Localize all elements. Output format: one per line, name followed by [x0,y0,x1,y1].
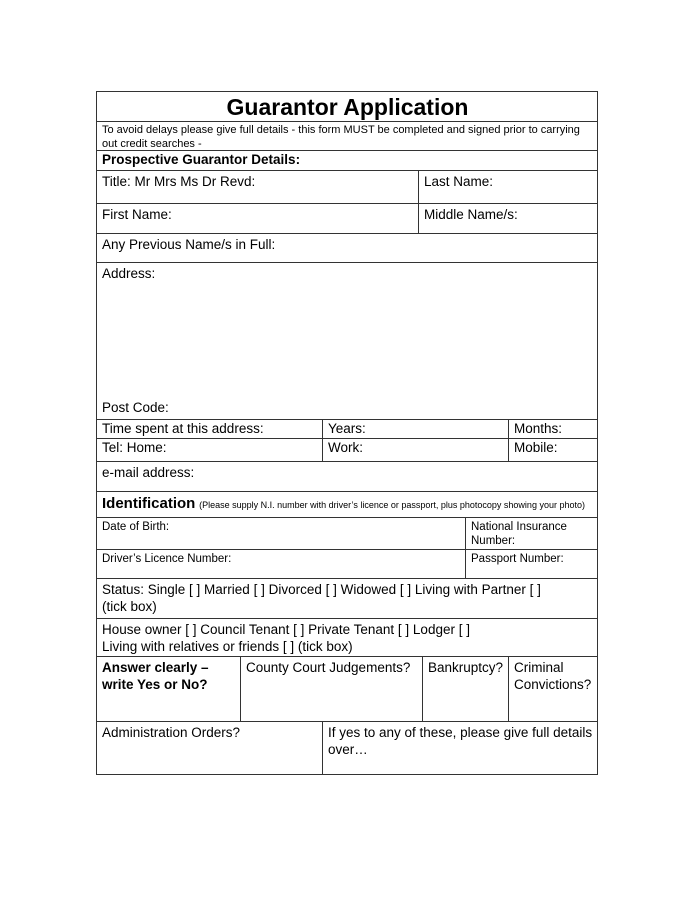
mobile-label: Mobile: [514,440,558,455]
ni-number-field-cell [466,518,597,549]
row-credit-questions [97,657,597,722]
housing-options-line1: House owner [ ] Council Tenant [ ] Private Tenant [ ] Lodger [ ] [102,622,470,637]
first-name-field-cell [97,204,419,233]
criminal-convictions-field-cell [509,657,597,721]
post-code-label: Post Code: [102,400,169,415]
first-name-label: First Name: [102,207,172,222]
row-telephone [97,439,597,462]
form-title-row [97,92,597,122]
last-name-label: Last Name: [424,174,494,189]
title-field-cell [97,171,419,203]
passport-number-field-cell [466,550,597,578]
row-admin-orders [97,722,597,774]
work-field-cell [323,439,509,461]
notice-row [97,122,597,151]
row-title-lastname [97,171,597,204]
identification-note: (Please supply N.I. number with driver’s licence or passport, plus photocopy showing your photo) [199,500,585,510]
status-options-line: Status: Single [ ] Married [ ] Divorced [ ] Widowed [ ] Living with Partner [ ] [102,582,541,597]
work-label: Work: [328,440,364,455]
drivers-licence-field-cell [97,550,466,578]
status-tickbox-note: (tick box) [102,599,157,614]
last-name-field-cell [419,171,597,203]
notice-text: To avoid delays please give full details - this form MUST be completed and signed prior to carrying out credit searches - [102,124,580,150]
row-licence-passport [97,550,597,579]
date-of-birth-field-cell [97,518,466,549]
previous-names-field-cell [97,234,597,262]
admin-orders-field-cell [97,722,323,774]
row-email [97,462,597,492]
months-label: Months: [514,421,563,436]
identification-header-cell [97,492,597,517]
page-title: Guarantor Application [226,94,469,120]
row-housing-status [97,619,597,657]
housing-field-cell [97,619,597,656]
row-time-spent [97,420,597,439]
email-field-cell [97,462,597,491]
previous-names-label: Any Previous Name/s in Full: [102,237,276,252]
answer-clearly-label: Answer clearly – write Yes or No? [102,660,209,692]
row-previous-names [97,234,597,263]
row-identification-header [97,492,597,518]
ccj-label: County Court Judgements? [246,660,411,675]
address-field-cell [97,263,597,419]
date-of-birth-label: Date of Birth: [102,521,170,533]
months-field-cell [509,420,597,438]
row-dob-ni [97,518,597,550]
identification-heading: Identification [102,495,196,512]
years-label: Years: [328,421,366,436]
row-marital-status [97,579,597,619]
title-field-label: Title: Mr Mrs Ms Dr Revd: [102,174,256,189]
section-header-row [97,151,597,171]
if-yes-note: If yes to any of these, please give full details over… [328,725,593,757]
email-label: e-mail address: [102,465,195,480]
guarantor-application-form [96,91,598,775]
row-firstname-middlename [97,204,597,234]
time-spent-label: Time spent at this address: [102,421,264,436]
passport-number-label: Passport Number: [471,553,564,565]
ni-number-label: National Insurance Number: [471,521,567,547]
middle-name-field-cell [419,204,597,233]
address-label: Address: [102,266,156,281]
bankruptcy-field-cell [423,657,509,721]
ccj-field-cell [241,657,423,721]
admin-orders-label: Administration Orders? [102,725,241,740]
section-header-prospective: Prospective Guarantor Details: [102,152,301,167]
answer-clearly-header-cell [97,657,241,721]
mobile-field-cell [509,439,597,461]
status-field-cell [97,579,597,618]
years-field-cell [323,420,509,438]
tel-home-field-cell [97,439,323,461]
drivers-licence-label: Driver’s Licence Number: [102,553,232,565]
middle-name-label: Middle Name/s: [424,207,518,222]
if-yes-note-cell [323,722,597,774]
tel-home-label: Tel: Home: [102,440,167,455]
bankruptcy-label: Bankruptcy? [428,660,504,675]
criminal-convictions-label: Criminal Convictions? [514,660,592,692]
housing-options-line2: Living with relatives or friends [ ] (tick box) [102,639,353,654]
row-address [97,263,597,420]
time-spent-field-cell [97,420,323,438]
